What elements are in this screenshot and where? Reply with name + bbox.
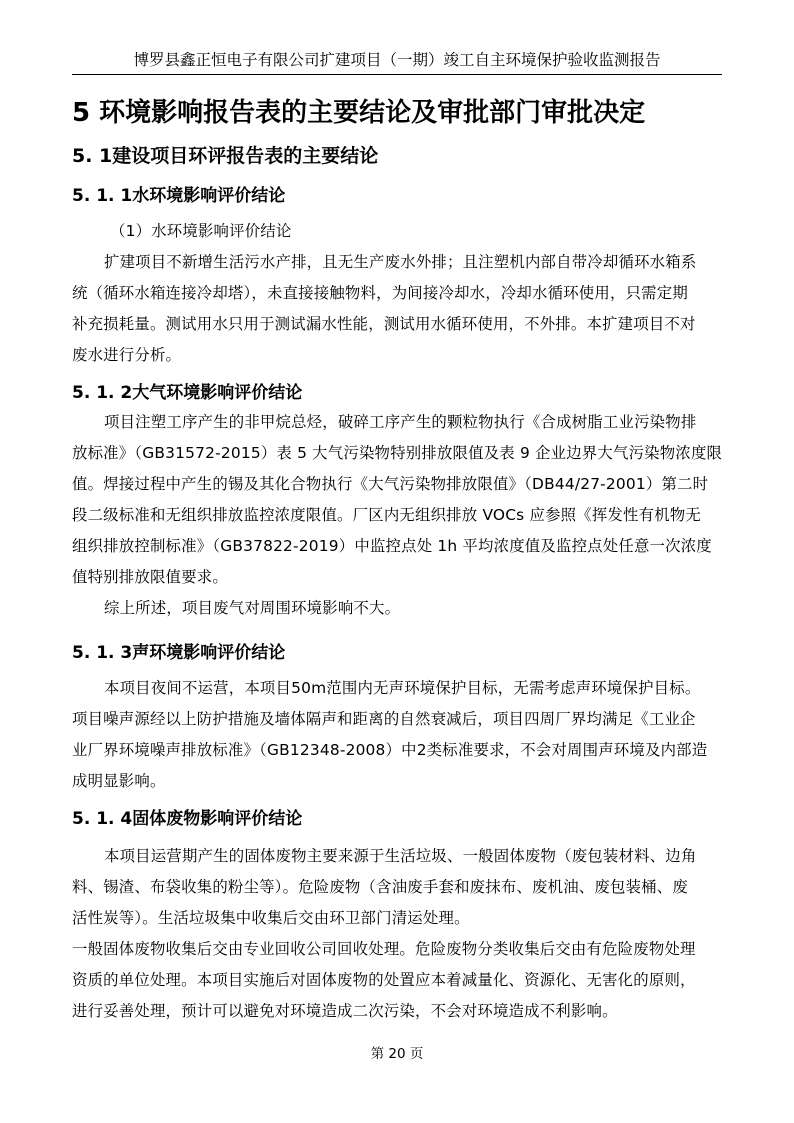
air-line: 项目注塑工序产生的非甲烷总烃，破碎工序产生的颗粒物执行《合成树脂工业污染物排: [104, 413, 697, 431]
section-5-1-3-title: 5. 1. 3声环境影响评价结论: [72, 643, 286, 663]
section-5-1-4-title: 5. 1. 4固体废物影响评价结论: [72, 809, 303, 829]
air-line: 段二级标准和无组织排放监控浓度限值。厂区内无组织排放 VOCs 应参照《挥发性有机物无: [72, 506, 701, 524]
air-paragraph: [72, 407, 722, 624]
air-line: 值特别排放限值要求。: [72, 568, 228, 586]
water-line: 统（循环水箱连接冷却塔），未直接接触物料，为间接冷却水，冷却水循环使用，只需定期: [72, 284, 688, 302]
solid-waste-line: 资质的单位处理。本项目实施后对固体废物的处置应本着减量化、资源化、无害化的原则，: [72, 971, 696, 989]
page-number: 第 20 页: [370, 1046, 424, 1062]
air-summary: 综上所述，项目废气对周围环境影响不大。: [104, 599, 401, 617]
noise-line: 本项目夜间不运营，本项目50m范围内无声环境保护目标，无需考虑声环境保护目标。: [104, 679, 701, 697]
air-line: 组织排放控制标准》（GB37822-2019）中监控点处 1h 平均浓度值及监控点处任意一次浓度: [72, 537, 712, 555]
solid-waste-line: 一般固体废物收集后交由专业回收公司回收处理。危险废物分类收集后交由有危险废物处理: [72, 940, 696, 958]
page-header: [72, 46, 722, 75]
noise-line: 项目噪声源经以上防护措施及墙体隔声和距离的自然衰减后，项目四周厂界均满足《工业企: [72, 710, 696, 728]
water-line: 扩建项目不新增生活污水产排，且无生产废水外排；且注塑机内部自带冷却循环水箱系: [104, 253, 697, 271]
noise-line: 业厂界环境噪声排放标准》（GB12348-2008）中2类标准要求，不会对周围声环境及内部造: [72, 741, 708, 759]
solid-waste-line: 本项目运营期产生的固体废物主要来源于生活垃圾、一般固体废物（废包装材料、边角: [104, 847, 697, 865]
solid-waste-line: 料、锡渣、布袋收集的粉尘等）。危险废物（含油废手套和废抹布、废机油、废包装桶、废: [72, 878, 688, 896]
water-subtitle: （1）水环境影响评价结论: [110, 222, 292, 240]
water-line: 补充损耗量。测试用水只用于测试漏水性能，测试用水循环使用，不外排。本扩建项目不对: [72, 315, 696, 333]
solid-waste-paragraph: [72, 841, 722, 1027]
water-line: 废水进行分析。: [72, 346, 182, 364]
header-title: 博罗县鑫正恒电子有限公司扩建项目（一期）竣工自主环境保护验收监测报告: [133, 51, 661, 69]
noise-paragraph: [72, 673, 722, 797]
section-5-1-1-title: 5. 1. 1水环境影响评价结论: [72, 186, 286, 206]
air-line: 放标准》（GB31572-2015）表 5 大气污染物特别排放限值及表 9 企业边界大气污染物浓度限: [72, 444, 723, 462]
section-5-1-2-title: 5. 1. 2大气环境影响评价结论: [72, 383, 303, 403]
air-line: 值。焊接过程中产生的锡及其化合物执行《大气污染物排放限值》（DB44/27-2001）第二时: [72, 475, 709, 493]
chapter-title: 5 环境影响报告表的主要结论及审批部门审批决定: [72, 98, 646, 128]
section-5-1-title: 5. 1建设项目环评报告表的主要结论: [72, 145, 379, 167]
solid-waste-line: 活性炭等）。生活垃圾集中收集后交由环卫部门清运处理。: [72, 909, 470, 927]
solid-waste-line: 进行妥善处理，预计可以避免对环境造成二次污染，不会对环境造成不利影响。: [72, 1002, 618, 1020]
water-paragraph: [72, 216, 722, 371]
noise-line: 成明显影响。: [72, 772, 166, 790]
